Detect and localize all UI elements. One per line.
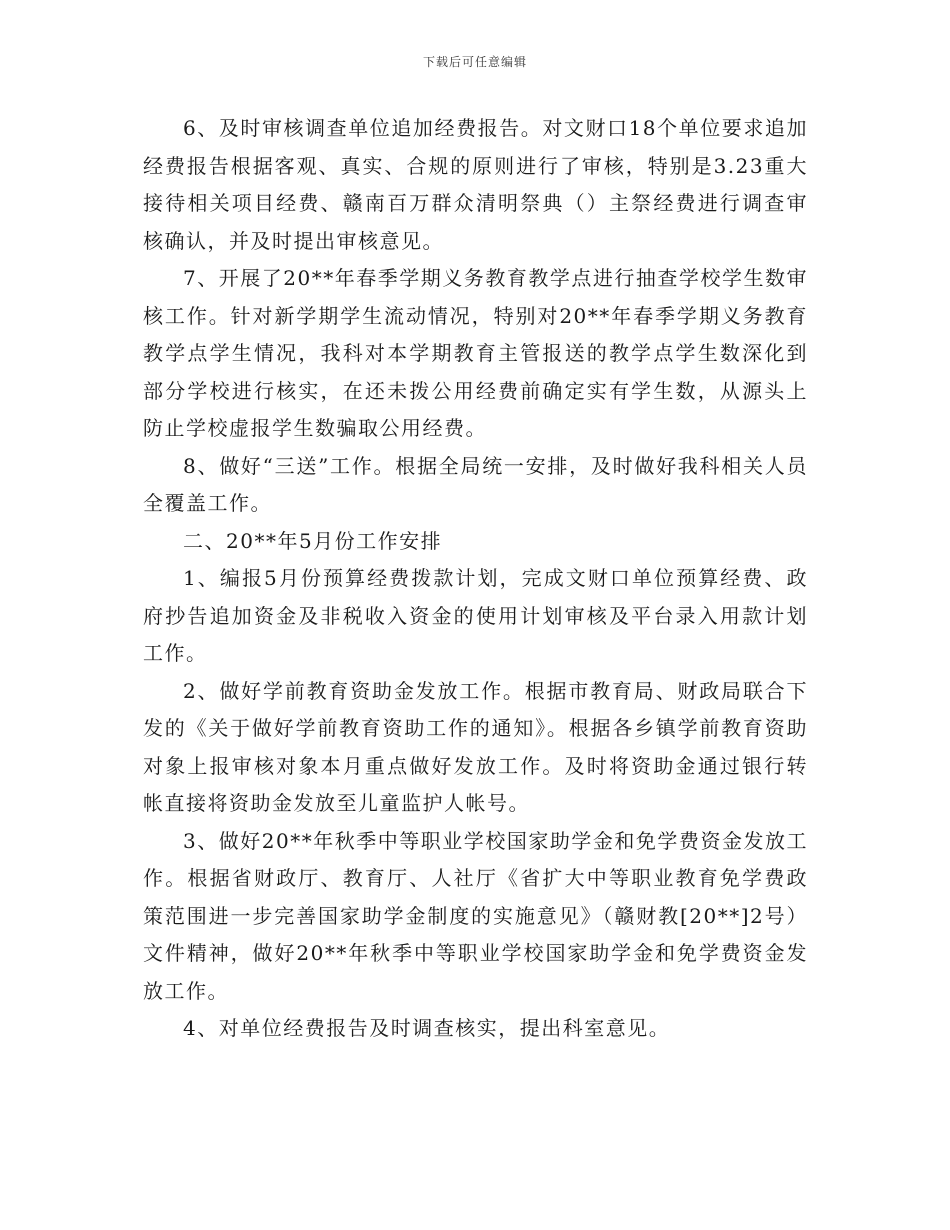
paragraph-item-7: 7、开展了20**年春季学期义务教育教学点进行抽查学校学生数审核工作。针对新学期学生流动情况，特别对20**年春季学期义务教育教学点学生情况，我科对本学期教育主管报送的教学点学生数深化到部分学校进行核实，在还未拨公用经费前确定实有学生数，从源头上防止学校虚报学生数骗取公用经费。 (143, 266, 808, 440)
paragraph-item-8: 8、做好“三送”工作。根据全局统一安排，及时做好我科相关人员全覆盖工作。 (143, 453, 808, 515)
plan-item-1: 1、编报5月份预算经费拨款计划，完成文财口单位预算经费、政府抄告追加资金及非税收入资金的使用计划审核及平台录入用款计划工作。 (143, 566, 808, 665)
plan-item-2: 2、做好学前教育资助金发放工作。根据市教育局、财政局联合下发的《关于做好学前教育资助工作的通知》。根据各乡镇学前教育资助对象上报审核对象本月重点做好发放工作。及时将资助金通过银行转帐直接将资助金发放至儿童监护人帐号。 (143, 678, 808, 815)
plan-item-4: 4、对单位经费报告及时调查核实，提出科室意见。 (183, 1016, 671, 1040)
section-heading-may-plan: 二、20**年5月份工作安排 (183, 528, 443, 553)
header-note: 下载后可任意编辑 (422, 55, 527, 69)
paragraph-item-6: 6、及时审核调查单位追加经费报告。对文财口18个单位要求追加经费报告根据客观、真实、合规的原则进行了审核，特别是3.23重大接待相关项目经费、赣南百万群众清明祭典（）主祭经费进行调查审核确认，并及时提出审核意见。 (143, 116, 808, 253)
document-body (143, 110, 808, 1048)
plan-item-3: 3、做好20**年秋季中等职业学校国家助学金和免学费资金发放工作。根据省财政厅、教育厅、人社厅《省扩大中等职业教育免学费政策范围进一步完善国家助学金制度的实施意见》（赣财教[20**]2号）文件精神，做好20**年秋季中等职业学校国家助学金和免学费资金发放工作。 (143, 828, 808, 1003)
